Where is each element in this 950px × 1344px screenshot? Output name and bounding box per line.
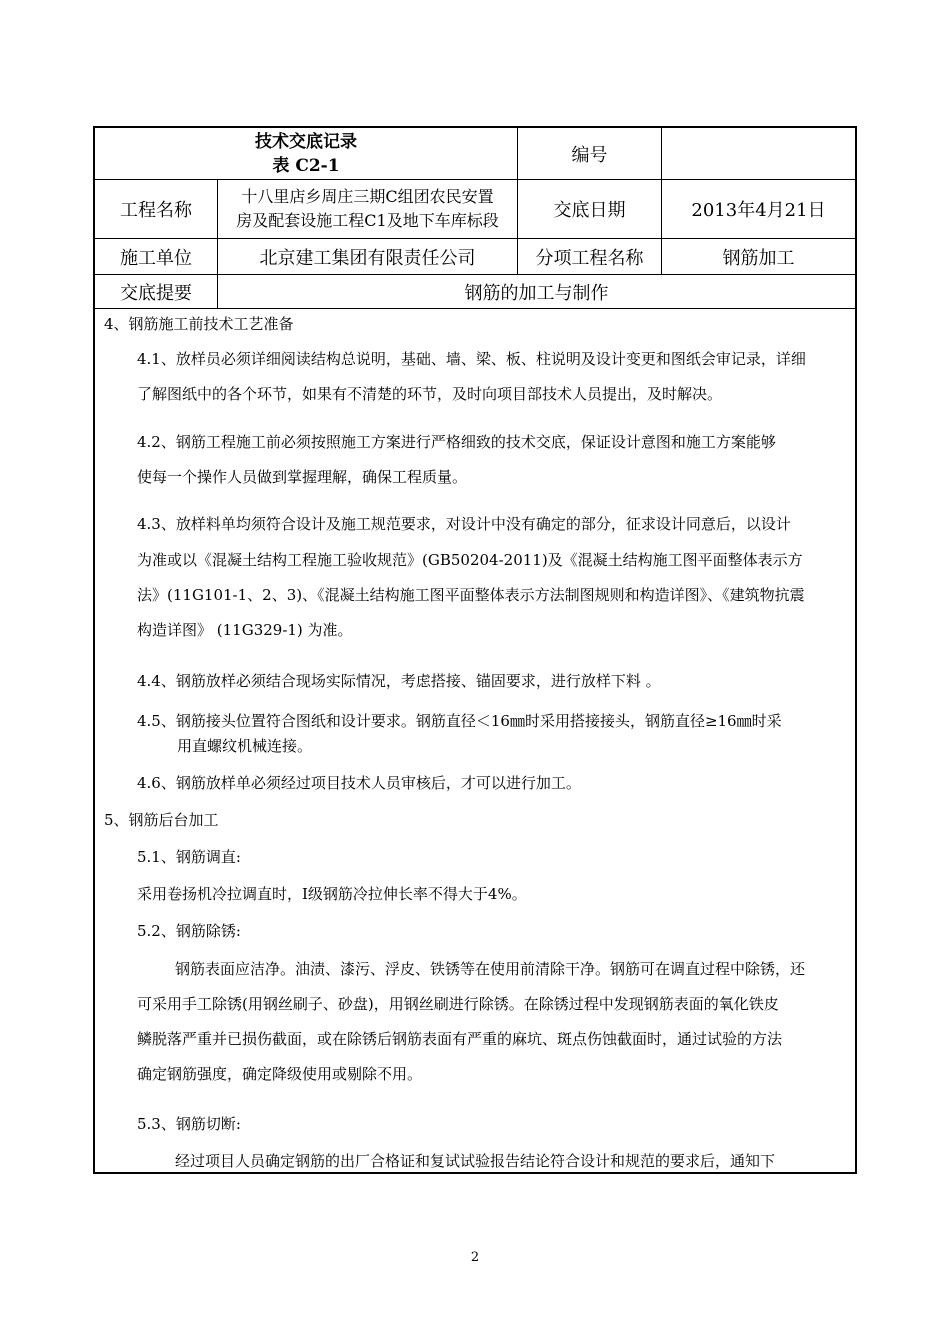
paragraph-4-2: 4.2、钢筋工程施工前必须按照施工方案进行严格细致的技术交底，保证设计意图和施工方案能够 <box>137 433 776 451</box>
project-name-line: 房及配套设施工程C1及地下车库标段 <box>236 211 499 230</box>
paragraph-4-5: 4.5、钢筋接头位置符合图纸和设计要求。钢筋直径＜16㎜时采用搭接接头，钢筋直径≥16㎜时采 <box>137 712 782 730</box>
paragraph-5-1: 采用卷扬机冷拉调直时，Ⅰ级钢筋冷拉伸长率不得大于4%。 <box>137 885 527 903</box>
paragraph-5-2: 钢筋表面应洁净。油渍、漆污、浮皮、铁锈等在使用前清除干净。钢筋可在调直过程中除锈，还 <box>175 960 806 978</box>
paragraph-4-3: 构造详图》 (11G329-1) 为准。 <box>137 621 353 639</box>
construction-unit-value: 北京建工集团有限责任公司 <box>259 247 476 269</box>
construction-unit-label: 施工单位 <box>120 247 192 269</box>
subsection-5-2: 5.2、钢筋除锈: <box>137 922 241 940</box>
summary-value: 钢筋的加工与制作 <box>464 282 609 304</box>
row-divider <box>95 308 855 309</box>
summary-label: 交底提要 <box>120 282 192 304</box>
date-label: 交底日期 <box>553 200 626 221</box>
section-5-heading: 5、钢筋后台加工 <box>104 811 219 829</box>
date-value: 2013年4月21日 <box>691 200 826 221</box>
paragraph-4-1: 4.1、放样员必须详细阅读结构总说明，基础、墙、梁、板、柱说明及设计变更和图纸会审记录，详细 <box>137 350 806 368</box>
paragraph-4-5: 用直螺纹机械连接。 <box>177 737 313 755</box>
form-title <box>95 128 517 179</box>
subsection-5-1: 5.1、钢筋调直: <box>137 848 241 866</box>
paragraph-4-1: 了解图纸中的各个环节，如果有不清楚的环节，及时向项目部技术人员提出，及时解决。 <box>137 385 723 403</box>
paragraph-4-2: 使每一个操作人员做到掌握理解，确保工程质量。 <box>137 468 468 486</box>
project-name-line: 十八里店乡周庄三期C组团农民安置 <box>241 187 494 206</box>
form-title-main: 技术交底记录 <box>255 131 357 152</box>
number-value <box>662 128 855 179</box>
subitem-label: 分项工程名称 <box>535 247 644 269</box>
page-number: 2 <box>470 1250 480 1265</box>
paragraph-4-6: 4.6、钢筋放样单必须经过项目技术人员审核后，才可以进行加工。 <box>137 774 581 792</box>
subitem-value: 钢筋加工 <box>722 247 795 269</box>
paragraph-5-2: 鳞脱落严重并已损伤截面，或在除锈后钢筋表面有严重的麻坑、斑点伤蚀截面时，通过试验的方法 <box>137 1030 783 1048</box>
paragraph-5-3: 经过项目人员确定钢筋的出厂合格证和复试试验报告结论符合设计和规范的要求后，通知下 <box>175 1152 776 1170</box>
project-name-label: 工程名称 <box>120 200 192 221</box>
paragraph-4-3: 4.3、放样料单均须符合设计及施工规范要求，对设计中没有确定的部分，征求设计同意后，以设计 <box>137 515 791 533</box>
number-label: 编号 <box>571 144 608 166</box>
technical-briefing-form <box>93 126 857 1174</box>
project-name-value <box>218 180 517 238</box>
paragraph-5-2: 可采用手工除锈(用钢丝刷子、砂盘)，用钢丝刷进行除锈。在除锈过程中发现钢筋表面的氧化铁皮 <box>137 995 779 1013</box>
paragraph-4-4: 4.4、钢筋放样必须结合现场实际情况，考虑搭接、锚固要求，进行放样下料 。 <box>137 672 661 690</box>
paragraph-4-3: 法》(11G101-1、2、3)、《混凝土结构施工图平面整体表示方法制图规则和构造详图》、《建筑物抗震 <box>137 586 805 604</box>
paragraph-5-2: 确定钢筋强度，确定降级使用或剔除不用。 <box>137 1065 423 1083</box>
form-code: 表 C2-1 <box>272 155 340 176</box>
paragraph-4-3: 为准或以《混凝土结构工程施工验收规范》(GB50204-2011)及《混凝土结构施工图平面整体表示方 <box>137 551 803 569</box>
section-4-heading: 4、钢筋施工前技术工艺准备 <box>104 315 294 333</box>
subsection-5-3: 5.3、钢筋切断: <box>137 1115 241 1133</box>
